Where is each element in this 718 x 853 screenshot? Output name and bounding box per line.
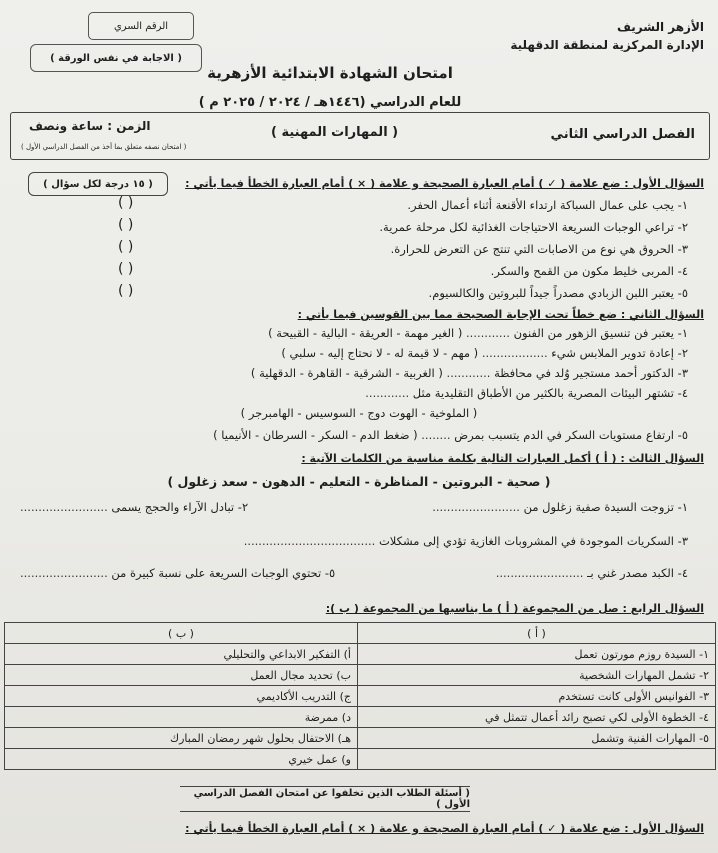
azhar-label: الأزهر الشريف: [616, 20, 704, 34]
exam-heading: [150, 58, 510, 118]
makeup-note: ( أسئلة الطلاب الذين تخلفوا عن امتحان الفصل الدراسي الأول ): [193, 788, 470, 810]
answer-paren-3[interactable]: ( ): [118, 239, 134, 255]
matching-table: [4, 622, 716, 770]
q2-text: ٤- تشتهر البيئات المصرية بالكثير من الأطباق التقليدية مثل: [412, 386, 688, 400]
q3-item-5: [20, 566, 335, 580]
table-row: [5, 665, 716, 686]
q2-item-1: [20, 326, 688, 340]
q1-item-text: ٥- يعتبر اللبن الزبادي مصدراً جيداً للبروتين والكالسيوم.: [428, 286, 688, 300]
q2-title: السؤال الثاني : ضع خطاً تحت الإجابة الصحيحة مما بين القوسين فيما يأتي :: [297, 308, 704, 321]
q3-text: ٣- السكريات الموجودة في المشروبات الغازية تؤدي إلى مشكلات: [378, 534, 688, 548]
q3-item-4: [496, 566, 688, 580]
cell-a[interactable]: ٣- الفوانيس الأولى كانت تستخدم: [358, 686, 716, 707]
table-row: [5, 728, 716, 749]
q2-item-4-choices[interactable]: ( الملوخية - الهوت دوج - السوسيس - الهامبرجر ): [240, 406, 478, 420]
answer-note: ( الاجابة في نفس الورقة ): [50, 52, 182, 64]
cell-b[interactable]: ب) تحديد مجال العمل: [5, 665, 358, 686]
subject-label: ( المهارات المهنية ): [271, 125, 399, 140]
q1-item-text: ٤- المربى خليط مكون من القمح والسكر.: [490, 264, 688, 278]
score-label: ( ١٥ درجة لكل سؤال ): [43, 178, 153, 190]
blank[interactable]: ....................................: [243, 534, 376, 548]
answer-paren-5[interactable]: ( ): [118, 283, 134, 299]
q2-item-2: [20, 346, 688, 360]
q2-choices[interactable]: ( ضغط الدم - السكر - السرطان - الأنيميا ): [213, 428, 418, 442]
footer-q1-title: السؤال الأول : ضع علامة ( ✓ ) أمام العبارة الصحيحة و علامة ( × ) أمام العبارة الخطأ فيما يأتي :: [185, 822, 704, 835]
q3-word-bank: ( صحية - البروتين - المناظرة - التعليم - الدهون - سعد زغلول ): [167, 474, 551, 489]
cell-a[interactable]: ١- السيدة روزم مورتون تعمل: [358, 644, 716, 665]
term-label: الفصل الدراسي الثاني: [550, 127, 695, 142]
serial-number-box[interactable]: [88, 12, 194, 40]
cell-b[interactable]: ج) التدريب الأكاديمي: [5, 686, 358, 707]
q3-text: ٥- تحتوي الوجبات السريعة على نسبة كبيرة من: [111, 566, 336, 580]
cell-a[interactable]: ٤- الخطوة الأولى لكي تصبح رائد أعمال تتمثل في: [358, 707, 716, 728]
blank[interactable]: ........................: [20, 500, 108, 514]
q3-item-3: [244, 534, 688, 548]
time-label: الزمن : ساعة ونصف: [29, 119, 151, 133]
q1-item-text: ١- يجب على عمال السباكة ارتداء الأقنعة أثناء أعمال الحفر.: [407, 198, 688, 212]
admin-label: الإدارة المركزية لمنطقة الدقهلية: [510, 38, 704, 52]
table-row: [5, 707, 716, 728]
makeup-note-box: [180, 786, 470, 812]
blank[interactable]: ............: [365, 386, 410, 400]
exam-title: امتحان الشهادة الابتدائية الأزهرية: [207, 64, 453, 82]
q2-item-4: [20, 386, 688, 400]
q2-item-3: [20, 366, 688, 380]
q4-title: السؤال الرابع : صل من المجموعة ( أ ) ما يناسبها من المجموعة ( ب ):: [325, 602, 704, 615]
table-row: [5, 686, 716, 707]
q2-choices[interactable]: ( الغربية - الشرقية - القاهرة - الدقهلية ): [250, 366, 443, 380]
term-note: ( امتحان نصفه متعلق بما أخذ من الفصل الدراسي الأول ): [21, 143, 187, 151]
cell-b[interactable]: و) عمل خيري: [5, 749, 358, 770]
answer-paren-1[interactable]: ( ): [118, 195, 134, 211]
q1-item-3: [391, 242, 688, 256]
q2-text: ٣- الدكتور أحمد مستجير وُلد في محافظة: [494, 366, 688, 380]
serial-label: الرقم السري: [113, 20, 169, 32]
blank[interactable]: ........................: [20, 566, 108, 580]
cell-b[interactable]: أ) التفكير الابداعي والتحليلي: [5, 644, 358, 665]
q1-item-5: [429, 286, 688, 300]
q2-choices[interactable]: ( مهم - لا قيمة له - لا نحتاج إليه - سلبي ): [281, 346, 479, 360]
q2-text: ١- يعتبر فن تنسيق الزهور من الفنون: [513, 326, 688, 340]
q3-item-1: [432, 500, 688, 514]
cell-a[interactable]: ٥- المهارات الفنية وتشمل: [358, 728, 716, 749]
blank[interactable]: ........................: [495, 566, 584, 580]
q1-item-1: [407, 198, 688, 212]
col-a-header: ( أ ): [358, 623, 716, 644]
q3-text: ٤- الكبد مصدر غني بـ: [587, 566, 688, 580]
exam-year: للعام الدراسي (١٤٤٦هـ / ٢٠٢٤ / ٢٠٢٥ م ): [198, 95, 462, 110]
col-b-header: ( ب ): [5, 623, 358, 644]
q1-item-text: ٣- الحروق هي نوع من الاصابات التي تنتج عن التعرض للحرارة.: [390, 242, 688, 256]
score-box: [28, 172, 168, 196]
answer-paren-2[interactable]: ( ): [118, 217, 134, 233]
q1-title: السؤال الأول : ضع علامة ( ✓ ) أمام العبارة الصحيحة و علامة ( × ) أمام العبارة الخطأ فيما يأتي :: [185, 177, 704, 190]
answer-note-box: [30, 44, 202, 72]
q1-item-text: ٢- تراعي الوجبات السريعة الاحتياجات الغذائية لكل مرحلة عمرية.: [379, 220, 688, 234]
cell-b[interactable]: د) ممرضة: [5, 707, 358, 728]
q3-text: ٢- تبادل الآراء والحجج يسمى: [111, 500, 249, 514]
term-box: [10, 112, 710, 160]
blank[interactable]: ........................: [432, 500, 520, 514]
q2-text: ٢- إعادة تدوير الملابس شيء: [551, 346, 688, 360]
table-header-row: [5, 623, 716, 644]
table-row: [5, 749, 716, 770]
blank[interactable]: ..................: [478, 346, 548, 360]
q1-item-4: [491, 264, 688, 278]
q2-choices[interactable]: ( الغير مهمة - العريقة - البالية - القبيحة ): [268, 326, 463, 340]
q2-item-5: [20, 428, 688, 442]
q3-text: ١- تزوجت السيدة صفية زغلول من: [523, 500, 688, 514]
header-authority: [510, 18, 704, 54]
blank[interactable]: ............: [462, 326, 510, 340]
blank[interactable]: ........: [417, 428, 451, 442]
q2-text: ٥- ارتفاع مستويات السكر في الدم يتسبب بمرض: [454, 428, 688, 442]
cell-a[interactable]: [358, 749, 716, 770]
blank[interactable]: ............: [442, 366, 491, 380]
table-row: [5, 644, 716, 665]
cell-a[interactable]: ٢- تشمل المهارات الشخصية: [358, 665, 716, 686]
q3-item-2: [20, 500, 248, 514]
q3-title: السؤال الثالث : ( أ ) أكمل العبارات التالية بكلمة مناسبة من الكلمات الآتية :: [301, 452, 704, 465]
answer-paren-4[interactable]: ( ): [118, 261, 134, 277]
q1-item-2: [379, 220, 688, 234]
cell-b[interactable]: هـ) الاحتفال بحلول شهر رمضان المبارك: [5, 728, 358, 749]
